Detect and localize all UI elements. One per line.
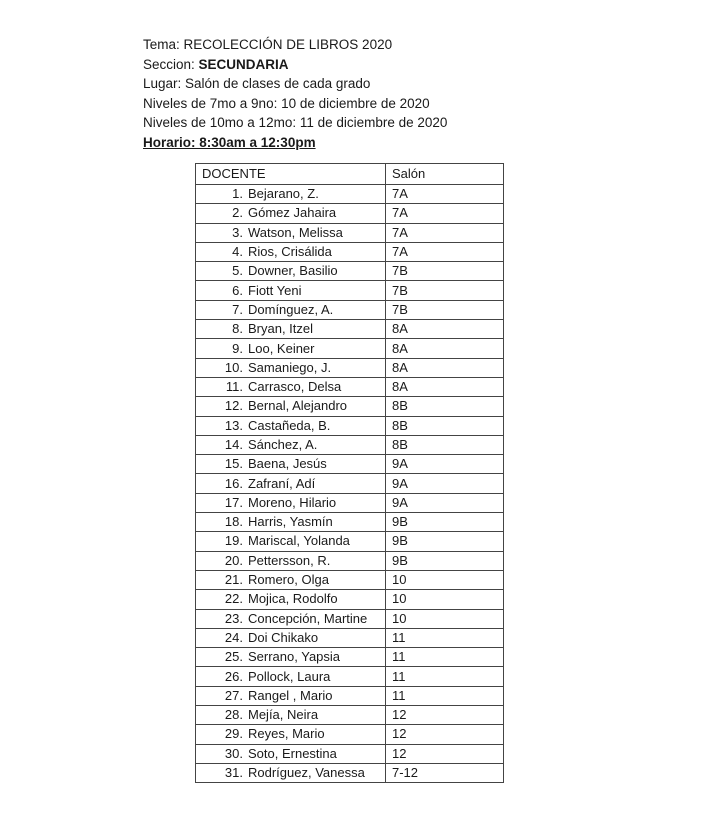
table-row [196,570,504,589]
docente-name: Mariscal, Yolanda [248,533,350,549]
docente-cell [196,551,386,570]
row-number: 1. [232,186,243,202]
row-number: 28. [224,707,243,723]
table-row [196,358,504,377]
row-number: 9. [232,340,243,356]
table-row [196,377,504,396]
salon-cell: 7A [386,204,504,223]
salon-cell: 9A [386,455,504,474]
docente-cell [196,358,386,377]
table-row [196,281,504,300]
table-row [196,300,504,319]
docente-cell [196,455,386,474]
docente-cell [196,185,386,204]
row-number: 7. [232,301,243,317]
salon-cell: 12 [386,744,504,763]
docente-cell [196,744,386,763]
docente-name: Castañeda, B. [248,417,331,433]
salon-cell: 8B [386,435,504,454]
salon-cell: 8B [386,416,504,435]
docente-name: Romero, Olga [248,572,329,588]
docente-name: Bernal, Alejandro [248,398,348,414]
row-number: 18. [224,514,243,530]
seccion-line [143,55,447,75]
docente-cell [196,416,386,435]
table-row [196,320,504,339]
table-row [196,763,504,782]
document-header [143,35,447,152]
salon-cell: 7A [386,223,504,242]
docente-cell [196,590,386,609]
salon-cell: 10 [386,570,504,589]
docente-cell [196,532,386,551]
table-row [196,648,504,667]
docente-name: Moreno, Hilario [248,494,337,510]
table-row [196,686,504,705]
row-number: 31. [224,765,243,781]
docente-cell [196,570,386,589]
row-number: 6. [232,282,243,298]
salon-cell: 11 [386,648,504,667]
docente-name: Sánchez, A. [248,437,318,452]
docente-salon-table [195,163,504,783]
salon-cell: 7B [386,262,504,281]
salon-cell: 10 [386,609,504,628]
docente-cell [196,667,386,686]
lugar-line: Lugar: Salón de clases de cada grado [143,76,371,91]
row-number: 21. [224,572,243,588]
docente-cell [196,204,386,223]
docente-cell [196,725,386,744]
table-body [196,185,504,783]
row-number: 4. [232,244,243,260]
docente-cell [196,223,386,242]
docente-name: Gómez Jahaira [248,205,337,221]
table-row [196,435,504,454]
row-number: 20. [224,552,243,568]
row-number: 15. [224,456,243,472]
docente-name: Loo, Keiner [248,340,315,356]
tema-label: Tema: [143,37,184,52]
docente-name: Rangel , Mario [248,687,333,703]
salon-cell: 9A [386,474,504,493]
table-row [196,204,504,223]
row-number: 23. [224,610,243,626]
docente-name: Carrasco, Delsa [248,379,342,395]
salon-cell: 8A [386,339,504,358]
row-number: 16. [224,475,243,491]
docente-cell [196,763,386,782]
table-row [196,532,504,551]
salon-cell: 12 [386,706,504,725]
table-row [196,609,504,628]
tema-line [143,35,447,55]
salon-cell: 9B [386,532,504,551]
row-number: 12. [224,398,243,414]
salon-cell: 7A [386,185,504,204]
salon-cell: 7B [386,300,504,319]
row-number: 2. [232,205,243,221]
docente-name: Samaniego, J. [248,359,332,375]
docente-cell [196,281,386,300]
docente-name: Domínguez, A. [248,301,334,317]
column-header-docente: DOCENTE [196,164,386,185]
salon-cell: 9B [386,551,504,570]
docente-cell [196,435,386,454]
row-number: 11. [225,379,243,395]
table-row [196,397,504,416]
salon-cell: 7B [386,281,504,300]
row-number: 27. [224,687,243,703]
docente-cell [196,513,386,532]
docente-cell [196,397,386,416]
salon-cell: 8A [386,320,504,339]
row-number: 29. [224,726,243,742]
niveles-10-12-line: Niveles de 10mo a 12mo: 11 de diciembre de 2020 [143,115,448,130]
docente-name: Concepción, Martine [248,610,368,626]
docente-cell [196,609,386,628]
docente-cell [196,686,386,705]
table-row [196,339,504,358]
docente-cell [196,262,386,281]
docente-cell [196,648,386,667]
table-row [196,590,504,609]
table-row [196,706,504,725]
table-row [196,628,504,647]
row-number: 30. [224,745,243,761]
docente-name: Rios, Crisálida [248,244,332,260]
table-row [196,551,504,570]
row-number: 8. [232,321,243,337]
table-row [196,262,504,281]
docente-name: Serrano, Yapsia [248,649,341,665]
horario-line: Horario: 8:30am a 12:30pm [143,134,316,150]
table-row [196,513,504,532]
docente-name: Mojica, Rodolfo [248,591,338,607]
row-number: 3. [232,224,243,240]
docente-name: Harris, Yasmín [248,514,333,530]
docente-name: Bryan, Itzel [248,321,314,337]
docente-cell [196,493,386,512]
table-row [196,725,504,744]
table-header-row [196,164,504,185]
seccion-value: SECUNDARIA [198,56,289,72]
docente-name: Baena, Jesús [248,456,327,472]
row-number: 24. [224,629,243,645]
docente-name: Downer, Basilio [248,263,338,279]
table-row [196,474,504,493]
docente-name: Pettersson, R. [248,552,331,568]
salon-cell: 9A [386,493,504,512]
docente-name: Soto, Ernestina [248,745,337,761]
salon-cell: 11 [386,628,504,647]
docente-cell [196,300,386,319]
table-row [196,223,504,242]
docente-name: Reyes, Mario [248,726,325,742]
row-number: 26. [224,668,243,684]
table-row [196,455,504,474]
docente-name: Mejía, Neira [248,707,319,723]
column-header-salon: Salón [386,164,504,185]
docente-name: Bejarano, Z. [248,186,319,202]
table-row [196,416,504,435]
row-number: 25. [224,649,243,665]
salon-cell: 8A [386,358,504,377]
row-number: 5. [232,263,243,279]
salon-cell: 9B [386,513,504,532]
row-number: 22. [224,591,243,607]
salon-cell: 7-12 [386,763,504,782]
docente-cell [196,242,386,261]
niveles-7-9-line: Niveles de 7mo a 9no: 10 de diciembre de 2020 [143,95,430,111]
docente-cell [196,706,386,725]
table-row [196,744,504,763]
salon-cell: 10 [386,590,504,609]
docente-name: Fiott Yeni [248,282,302,298]
salon-cell: 8A [386,377,504,396]
docente-cell [196,474,386,493]
salon-cell: 12 [386,725,504,744]
salon-cell: 8B [386,397,504,416]
row-number: 14. [224,437,243,452]
docente-name: Pollock, Laura [248,668,331,684]
table-row [196,242,504,261]
table-row [196,493,504,512]
docente-cell [196,339,386,358]
salon-cell: 11 [386,686,504,705]
docente-name: Watson, Melissa [248,224,343,240]
seccion-label: Seccion: [143,56,199,72]
docente-name: Rodríguez, Vanessa [248,765,365,781]
docente-name: Doi Chikako [248,629,319,645]
docente-cell [196,628,386,647]
docente-cell [196,320,386,339]
salon-cell: 11 [386,667,504,686]
salon-cell: 7A [386,242,504,261]
row-number: 19. [224,533,243,549]
table-row [196,185,504,204]
docente-cell [196,377,386,396]
table-row [196,667,504,686]
docente-name: Zafraní, Adí [248,475,316,491]
row-number: 13. [224,417,243,433]
row-number: 17. [224,494,243,510]
tema-value: RECOLECCIÓN DE LIBROS 2020 [183,37,393,52]
row-number: 10. [224,359,243,375]
